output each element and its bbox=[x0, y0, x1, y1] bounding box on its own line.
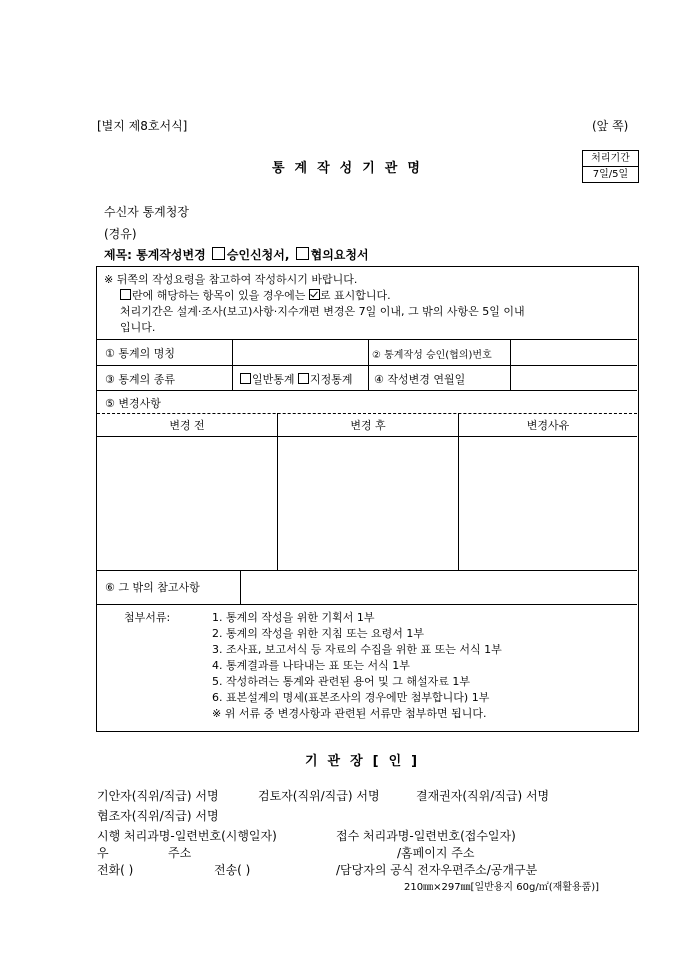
general-stat-label: 일반통계 bbox=[252, 373, 295, 386]
form-title: 통계작성기관명 bbox=[272, 161, 430, 176]
processing-period-value: 7일/5일 bbox=[592, 169, 629, 180]
via: (경유) bbox=[104, 227, 137, 241]
fax: 전송( ) bbox=[214, 863, 251, 877]
approver-signature: 결재권자(직위/직급) 서명 bbox=[416, 789, 550, 803]
change-before-area[interactable] bbox=[98, 437, 276, 569]
homepage: /홈페이지 주소 bbox=[397, 846, 475, 860]
field-changes-label: ⑤ 변경사항 bbox=[105, 397, 161, 410]
stat-name-input[interactable] bbox=[234, 340, 366, 364]
zip-code: 우 bbox=[97, 846, 109, 860]
attachment-item: 6. 표본설계의 명세(표본조사의 경우에만 첨부합니다) 1부 bbox=[212, 691, 490, 704]
paper-spec: 210㎜×297㎜[일반용지 60g/㎡(재활용품)] bbox=[404, 882, 600, 893]
note-line-2b: 로 표시합니다. bbox=[319, 289, 391, 302]
approval-checkbox[interactable] bbox=[212, 247, 225, 260]
field-stat-name-label: ① 통계의 명칭 bbox=[105, 347, 175, 360]
stat-type-options bbox=[240, 371, 353, 387]
col-reason-header: 변경사유 bbox=[526, 419, 570, 432]
field-approval-number-label: ② 통계작성 승인(협의)번호 bbox=[372, 350, 492, 361]
enforcement-info: 시행 처리과명-일련번호(시행일자) bbox=[97, 829, 277, 843]
note-line-3: 처리기간은 설계·조사(보고)사항·지수개편 변경은 7일 이내, 그 밖의 사항은 5일 이내 bbox=[120, 305, 525, 318]
subject-line bbox=[104, 246, 369, 263]
attachment-item: 5. 작성하려는 통계와 관련된 용어 및 그 해설자료 1부 bbox=[212, 675, 470, 688]
attachment-item: 1. 통계의 작성을 위한 기획서 1부 bbox=[212, 611, 375, 624]
other-notes-input[interactable] bbox=[242, 571, 636, 603]
subject-option-consult: 협의요청서 bbox=[310, 248, 369, 262]
col-before-header: 변경 전 bbox=[169, 419, 205, 432]
receipt-info: 접수 처리과명-일련번호(접수일자) bbox=[336, 829, 516, 843]
reviewer-signature: 검토자(직위/직급) 서명 bbox=[258, 789, 380, 803]
phone: 전화( ) bbox=[97, 863, 134, 877]
designated-stat-label: 지정통계 bbox=[310, 373, 353, 386]
change-after-area[interactable] bbox=[279, 437, 457, 569]
checkbox-icon bbox=[120, 289, 131, 300]
agency-head-seal: 기관장[인] bbox=[305, 754, 428, 769]
note-line-2a: 란에 해당하는 항목이 있을 경우에는 bbox=[132, 289, 306, 302]
subject-prefix: 제목: 통계작성변경 bbox=[104, 248, 206, 262]
note-line-4: 입니다. bbox=[120, 321, 156, 334]
processing-period-label: 처리기간 bbox=[583, 151, 638, 167]
note-line-2 bbox=[120, 287, 391, 303]
attachments-label: 첨부서류: bbox=[124, 611, 171, 624]
address: 주소 bbox=[168, 846, 192, 860]
page-side-label: (앞 쪽) bbox=[592, 119, 629, 133]
field-other-notes-label: ⑥ 그 밖의 참고사항 bbox=[105, 581, 200, 594]
drafter-signature: 기안자(직위/직급) 서명 bbox=[97, 789, 219, 803]
processing-period-box bbox=[582, 150, 639, 183]
approval-number-input[interactable] bbox=[512, 340, 636, 364]
attachments-note: ※ 위 서류 중 변경사항과 관련된 서류만 첨부하면 됩니다. bbox=[212, 707, 487, 720]
change-reason-area[interactable] bbox=[460, 437, 636, 569]
cooperator-signature: 협조자(직위/직급) 서명 bbox=[97, 809, 219, 823]
checked-box-icon bbox=[309, 289, 320, 300]
general-stat-checkbox[interactable] bbox=[240, 373, 251, 384]
col-after-header: 변경 후 bbox=[350, 419, 386, 432]
note-line-1: ※ 뒤쪽의 작성요령을 참고하여 작성하시기 바랍니다. bbox=[104, 273, 358, 286]
designated-stat-checkbox[interactable] bbox=[298, 373, 309, 384]
recipient: 수신자 통계청장 bbox=[104, 205, 189, 219]
consult-checkbox[interactable] bbox=[296, 247, 309, 260]
subject-option-approval: 승인신청서, bbox=[226, 248, 290, 262]
attachment-item: 2. 통계의 작성을 위한 지침 또는 요령서 1부 bbox=[212, 627, 424, 640]
form-number: [별지 제8호서식] bbox=[97, 119, 188, 133]
official-email: /담당자의 공식 전자우편주소/공개구분 bbox=[336, 863, 538, 877]
field-change-date-label: ④ 작성변경 연월일 bbox=[374, 373, 466, 386]
field-stat-type-label: ③ 통계의 종류 bbox=[105, 373, 175, 386]
change-date-input[interactable] bbox=[512, 366, 636, 390]
attachment-item: 3. 조사표, 보고서식 등 자료의 수집을 위한 표 또는 서식 1부 bbox=[212, 643, 502, 656]
attachment-item: 4. 통계결과를 나타내는 표 또는 서식 1부 bbox=[212, 659, 410, 672]
